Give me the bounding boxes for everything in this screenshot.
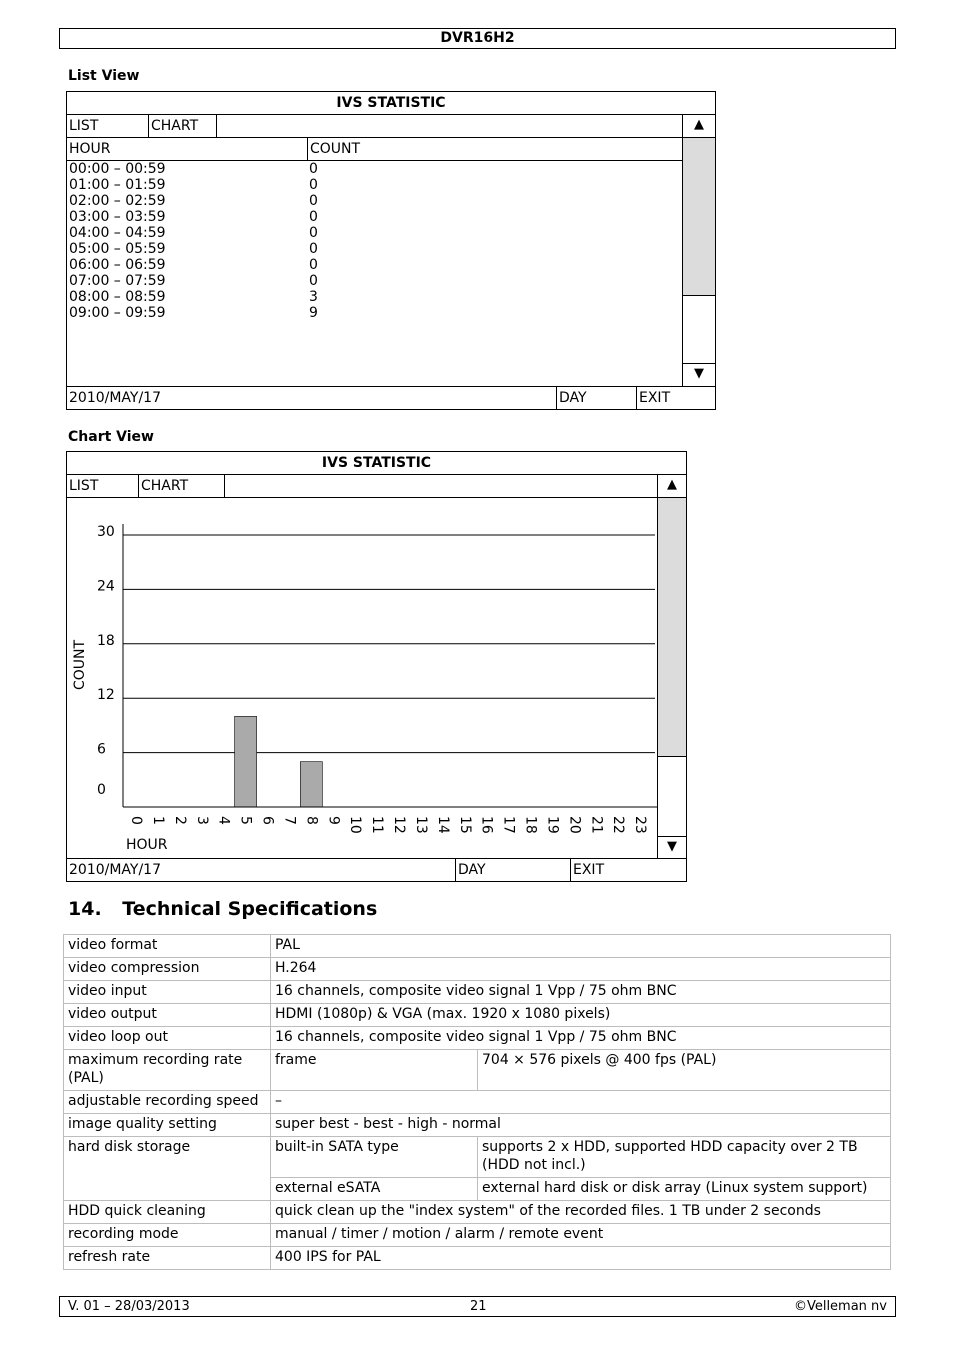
spec-value: 16 channels, composite video signal 1 Vpp / 75 ohm BNC	[271, 1027, 891, 1050]
table-row	[69, 225, 681, 241]
scroll-down-icon[interactable]: ▼	[658, 836, 686, 859]
x-tick-label: 6	[259, 816, 276, 825]
spec-value: HDMI (1080p) & VGA (max. 1920 x 1080 pixels)	[271, 1004, 891, 1027]
spec-label: recording mode	[64, 1224, 271, 1247]
y-tick-label: 24	[97, 578, 115, 595]
document-footer	[59, 1296, 896, 1317]
table-row	[69, 257, 681, 273]
count-cell: 0	[309, 193, 318, 209]
window-title: IVS STATISTIC	[67, 452, 686, 475]
x-tick-label: 15	[456, 816, 473, 834]
spec-sub-label: external eSATA	[271, 1178, 478, 1201]
hour-cell: 06:00 – 06:59	[69, 257, 166, 273]
count-cell: 0	[309, 225, 318, 241]
spec-label: image quality setting	[64, 1114, 271, 1137]
section-heading	[68, 898, 377, 920]
table-row	[69, 305, 681, 321]
spec-value: supports 2 x HDD, supported HDD capacity over 2 TB (HDD not incl.)	[478, 1137, 891, 1178]
tab-bar-filler	[225, 475, 657, 498]
chart-scrollbar[interactable]	[657, 475, 686, 859]
x-tick-label: 23	[632, 816, 649, 834]
hour-cell: 00:00 – 00:59	[69, 161, 166, 177]
chart-yticks	[97, 524, 115, 798]
section-number: 14.	[68, 898, 102, 920]
exit-button[interactable]: EXIT	[571, 858, 686, 881]
chart-view-window	[66, 451, 687, 882]
scroll-thumb[interactable]	[658, 498, 686, 757]
date-display: 2010/MAY/17	[67, 858, 456, 881]
table-row	[64, 1027, 891, 1050]
x-tick-label: 16	[478, 816, 495, 834]
spec-label: adjustable recording speed	[64, 1091, 271, 1114]
spec-label: hard disk storage	[64, 1137, 271, 1201]
x-tick-label: 22	[610, 816, 627, 834]
table-row	[64, 1050, 891, 1091]
table-row	[69, 161, 681, 177]
document-header	[59, 28, 896, 49]
spec-value: 16 channels, composite video signal 1 Vpp / 75 ohm BNC	[271, 981, 891, 1004]
x-tick-label: 5	[237, 816, 254, 825]
page-number: 21	[470, 1299, 487, 1314]
spec-sub-label: built-in SATA type	[271, 1137, 478, 1178]
count-cell: 0	[309, 209, 318, 225]
scroll-up-icon[interactable]: ▲	[683, 115, 715, 138]
hour-cell: 01:00 – 01:59	[69, 177, 166, 193]
hour-cell: 09:00 – 09:59	[69, 305, 166, 321]
chart-xticks	[128, 816, 648, 834]
version-text: V. 01 – 28/03/2013	[68, 1299, 190, 1314]
spec-sub-label: frame	[271, 1050, 478, 1091]
table-row	[64, 1224, 891, 1247]
x-tick-label: 10	[347, 816, 364, 834]
spec-value: 704 × 576 pixels @ 400 fps (PAL)	[478, 1050, 891, 1091]
scroll-thumb[interactable]	[683, 138, 715, 296]
chart-bars	[235, 716, 323, 807]
table-row	[64, 1137, 891, 1178]
tab-chart[interactable]: CHART	[149, 115, 217, 138]
count-cell: 9	[309, 305, 318, 321]
x-tick-label: 21	[588, 816, 605, 834]
date-display: 2010/MAY/17	[67, 386, 557, 409]
column-header-hour: HOUR	[67, 138, 308, 161]
x-tick-label: 14	[434, 816, 451, 834]
spec-label: HDD quick cleaning	[64, 1201, 271, 1224]
y-tick-label: 30	[97, 524, 115, 540]
list-view-window	[66, 91, 716, 410]
x-tick-label: 7	[281, 816, 298, 825]
bar	[235, 716, 257, 807]
table-row	[64, 935, 891, 958]
count-cell: 3	[309, 289, 318, 305]
table-row	[64, 958, 891, 981]
table-row	[64, 1201, 891, 1224]
x-tick-label: 17	[500, 816, 517, 834]
table-row	[64, 1247, 891, 1270]
table-row	[64, 1114, 891, 1137]
x-tick-label: 19	[544, 816, 561, 834]
count-cell: 0	[309, 177, 318, 193]
spec-value: 400 IPS for PAL	[271, 1247, 891, 1270]
hour-cell: 02:00 – 02:59	[69, 193, 166, 209]
tab-list[interactable]: LIST	[67, 475, 139, 498]
spec-value: external hard disk or disk array (Linux system support)	[478, 1178, 891, 1201]
hour-cell: 07:00 – 07:59	[69, 273, 166, 289]
spec-label: refresh rate	[64, 1247, 271, 1270]
window-title: IVS STATISTIC	[67, 92, 715, 115]
table-row	[64, 981, 891, 1004]
x-tick-label: 1	[149, 816, 166, 825]
count-cell: 0	[309, 273, 318, 289]
spec-label: video format	[64, 935, 271, 958]
chart-grid	[123, 535, 655, 753]
scroll-up-icon[interactable]: ▲	[658, 475, 686, 498]
x-tick-label: 9	[325, 816, 342, 825]
y-tick-label: 0	[97, 782, 106, 798]
model-name: DVR16H2	[440, 30, 515, 46]
spec-value: quick clean up the "index system" of the recorded files. 1 TB under 2 seconds	[271, 1201, 891, 1224]
day-button[interactable]: DAY	[456, 858, 571, 881]
spec-value: super best - best - high - normal	[271, 1114, 891, 1137]
chart-view-section-title: Chart View	[68, 429, 154, 445]
y-tick-label: 12	[97, 687, 115, 704]
y-tick-label: 6	[97, 741, 106, 758]
spec-label: video output	[64, 1004, 271, 1027]
hour-cell: 03:00 – 03:59	[69, 209, 166, 225]
x-tick-label: 12	[391, 816, 407, 834]
column-header-count: COUNT	[308, 138, 682, 161]
spec-value: –	[271, 1091, 891, 1114]
list-view-section-title: List View	[68, 68, 140, 84]
count-cell: 0	[309, 257, 318, 273]
tab-bar-filler	[217, 115, 682, 138]
x-tick-label: 4	[215, 816, 232, 825]
tab-chart[interactable]: CHART	[139, 475, 225, 498]
tab-list[interactable]: LIST	[67, 115, 149, 138]
exit-button[interactable]: EXIT	[637, 386, 715, 409]
scroll-down-icon[interactable]: ▼	[683, 363, 715, 386]
table-row	[69, 289, 681, 305]
x-axis-label: HOUR	[126, 837, 168, 853]
table-row	[69, 241, 681, 257]
x-tick-label: 20	[566, 816, 583, 834]
count-cell: 0	[309, 161, 318, 177]
table-row	[69, 177, 681, 193]
table-row	[64, 1091, 891, 1114]
bar	[300, 762, 322, 807]
table-row	[69, 193, 681, 209]
y-tick-label: 18	[97, 632, 115, 649]
table-row	[64, 1004, 891, 1027]
spec-value: H.264	[271, 958, 891, 981]
x-tick-label: 18	[522, 816, 539, 834]
x-tick-label: 2	[171, 816, 188, 825]
table-row	[69, 273, 681, 289]
x-tick-label: 13	[412, 816, 429, 834]
y-axis-label: COUNT	[72, 639, 88, 690]
statistic-list	[69, 161, 681, 385]
hour-cell: 05:00 – 05:59	[69, 241, 166, 257]
ivs-bar-chart	[67, 498, 657, 858]
x-tick-label: 11	[369, 816, 386, 834]
spec-label: maximum recording rate (PAL)	[64, 1050, 271, 1091]
list-scrollbar[interactable]	[682, 115, 715, 386]
spec-value: manual / timer / motion / alarm / remote event	[271, 1224, 891, 1247]
x-tick-label: 8	[303, 816, 320, 825]
hour-cell: 08:00 – 08:59	[69, 289, 166, 305]
copyright-text: ©Velleman nv	[793, 1299, 887, 1314]
specifications-table	[63, 934, 891, 1270]
table-row	[69, 209, 681, 225]
spec-value: PAL	[271, 935, 891, 958]
spec-label: video input	[64, 981, 271, 1004]
x-tick-label: 0	[128, 816, 144, 825]
count-cell: 0	[309, 241, 318, 257]
day-button[interactable]: DAY	[557, 386, 637, 409]
spec-label: video loop out	[64, 1027, 271, 1050]
section-title: Technical Specifications	[122, 898, 378, 920]
spec-label: video compression	[64, 958, 271, 981]
x-tick-label: 3	[193, 816, 210, 825]
hour-cell: 04:00 – 04:59	[69, 225, 166, 241]
